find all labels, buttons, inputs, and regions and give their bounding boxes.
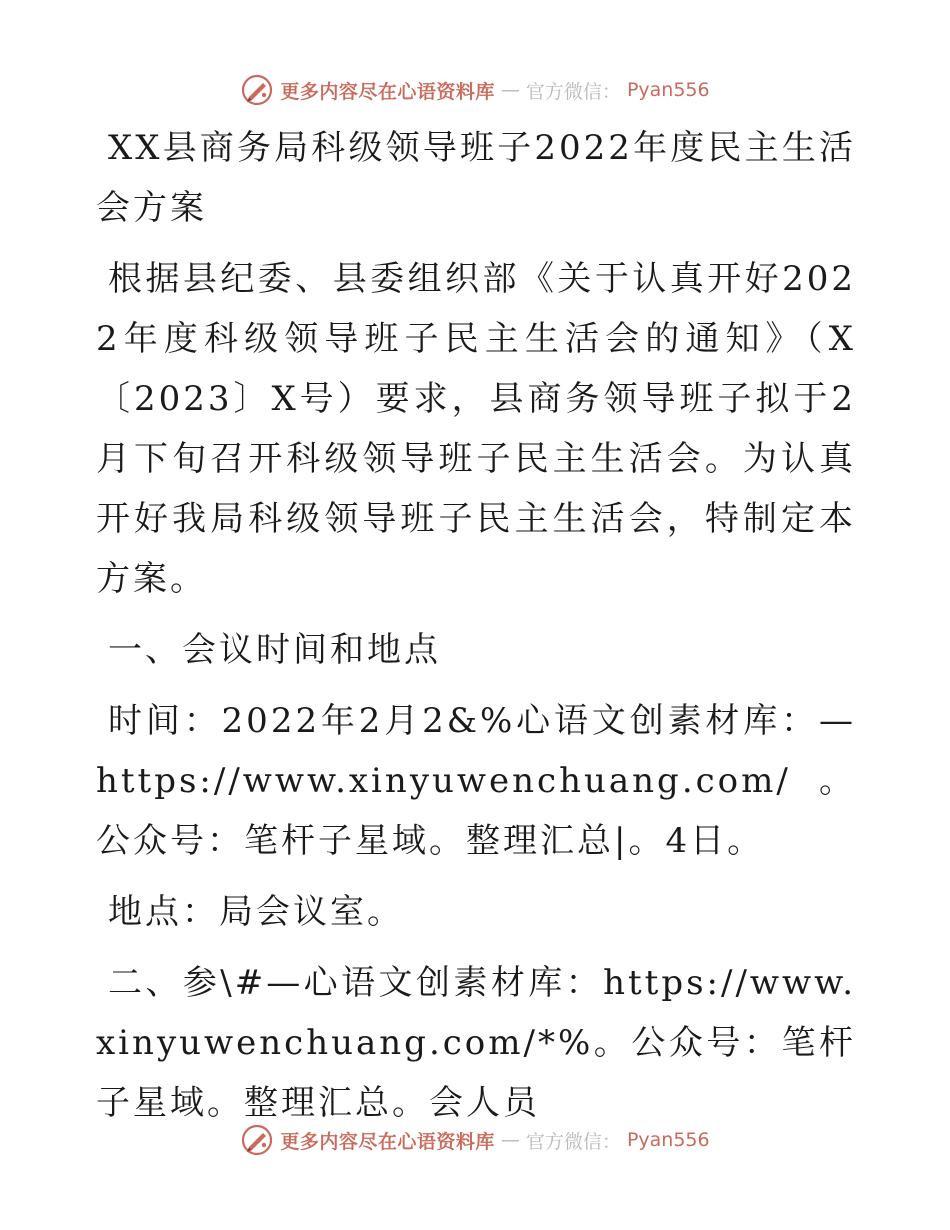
header-wechat-label: 官方微信： [525, 80, 621, 103]
footer-brand-text: 更多内容尽在心语资料库 [280, 1130, 495, 1153]
footer-separator: — [500, 1129, 520, 1151]
time-paragraph: 时间：2022年2月2&%心语文创素材库：—https://www.xinyuwenchuang.com/。公众号：笔杆子星域。整理汇总|。4日。 [96, 701, 856, 861]
intro-paragraph: 根据县纪委、县委组织部《关于认真开好2022年度科级领导班子民主生活会的通知》（X〔2023〕X号）要求，县商务领导班子拟于2月下旬召开科级领导班子民主生活会。为认真开好我局科级领导班子民主生活会，特制定本方案。 [96, 259, 856, 599]
section-heading-attendees: 二、参\#—心语文创素材库：https://www.xinyuwenchuang.com/*%。公众号：笔杆子星域。整理汇总。会人员 [96, 963, 856, 1123]
footer-banner-content [240, 1123, 709, 1157]
document-body [96, 118, 856, 1144]
document-title: XX县商务局科级领导班子2022年度民主生活会方案 [96, 128, 856, 228]
location-paragraph: 地点：局会议室。 [108, 892, 404, 932]
section-heading-time-location: 一、会议时间和地点 [108, 630, 441, 670]
footer-wechat-label: 官方微信： [525, 1130, 621, 1153]
header-banner-content [240, 73, 709, 107]
header-brand-text: 更多内容尽在心语资料库 [280, 80, 495, 103]
footer-banner [0, 1120, 950, 1160]
header-wechat-id: Pyan556 [626, 79, 710, 101]
footer-wechat-id: Pyan556 [626, 1129, 710, 1151]
header-banner [0, 70, 950, 110]
pen-logo-icon [240, 1123, 274, 1157]
header-separator: — [500, 79, 520, 101]
pen-logo-icon [240, 73, 274, 107]
